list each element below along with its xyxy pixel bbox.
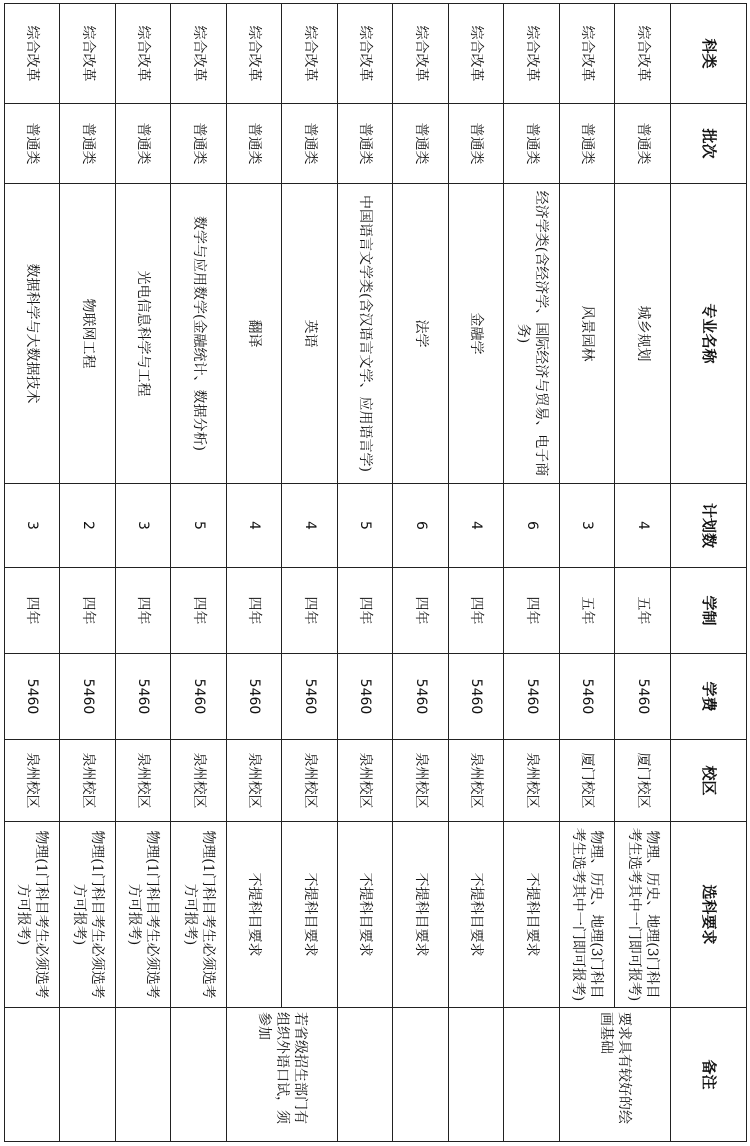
cell-campus: 泉州校区 xyxy=(5,740,61,822)
cell-batch: 普通类 xyxy=(449,104,505,184)
cell-batch: 普通类 xyxy=(116,104,172,184)
cell-category: 综合改革 xyxy=(60,4,116,104)
cell-category: 综合改革 xyxy=(171,4,227,104)
cell-plan: 4 xyxy=(227,484,283,568)
cell-category: 综合改革 xyxy=(393,4,449,104)
cell-campus: 泉州校区 xyxy=(116,740,172,822)
cell-major: 城乡规划 xyxy=(615,184,671,484)
cell-duration: 四年 xyxy=(116,568,172,654)
header-subject-requirement: 选科要求 xyxy=(671,822,747,1008)
cell-plan: 3 xyxy=(116,484,172,568)
cell-batch: 普通类 xyxy=(227,104,283,184)
cell-duration: 四年 xyxy=(5,568,61,654)
cell-plan: 6 xyxy=(504,484,560,568)
table-row xyxy=(393,4,449,1142)
table-row xyxy=(60,4,116,1142)
cell-plan: 4 xyxy=(615,484,671,568)
cell-remark: 若省级招生部门有组织外语口试，须参加 xyxy=(227,1008,338,1142)
cell-remark xyxy=(393,1008,449,1142)
cell-batch: 普通类 xyxy=(60,104,116,184)
cell-category: 综合改革 xyxy=(560,4,616,104)
table-row xyxy=(227,4,283,1142)
header-fee: 学费 xyxy=(671,654,747,740)
cell-subject-requirement: 物理(1门科目考生必须选考方可报考) xyxy=(5,822,61,1008)
cell-plan: 5 xyxy=(171,484,227,568)
cell-campus: 厦门校区 xyxy=(560,740,616,822)
cell-campus: 泉州校区 xyxy=(504,740,560,822)
cell-fee: 5460 xyxy=(615,654,671,740)
cell-fee: 5460 xyxy=(504,654,560,740)
cell-subject-requirement: 物理、历史、地理(3门科目考生选考其中一门即可报考) xyxy=(560,822,616,1008)
cell-fee: 5460 xyxy=(116,654,172,740)
cell-plan: 4 xyxy=(449,484,505,568)
cell-campus: 厦门校区 xyxy=(615,740,671,822)
table-row xyxy=(449,4,505,1142)
cell-batch: 普通类 xyxy=(282,104,338,184)
cell-plan: 2 xyxy=(60,484,116,568)
table-row xyxy=(615,4,671,1142)
cell-major: 物联网工程 xyxy=(60,184,116,484)
cell-fee: 5460 xyxy=(393,654,449,740)
cell-plan: 5 xyxy=(338,484,394,568)
cell-campus: 泉州校区 xyxy=(338,740,394,822)
cell-duration: 五年 xyxy=(560,568,616,654)
header-plan: 计划数 xyxy=(671,484,747,568)
cell-subject-requirement: 不提科目要求 xyxy=(393,822,449,1008)
cell-fee: 5460 xyxy=(338,654,394,740)
header-row xyxy=(671,4,747,1142)
cell-campus: 泉州校区 xyxy=(282,740,338,822)
table-row xyxy=(116,4,172,1142)
cell-category: 综合改革 xyxy=(504,4,560,104)
cell-category: 综合改革 xyxy=(116,4,172,104)
cell-category: 综合改革 xyxy=(449,4,505,104)
cell-plan: 6 xyxy=(393,484,449,568)
cell-major: 数据科学与大数据技术 xyxy=(5,184,61,484)
cell-major: 风景园林 xyxy=(560,184,616,484)
table-row xyxy=(338,4,394,1142)
header-category: 科类 xyxy=(671,4,747,104)
table-row xyxy=(504,4,560,1142)
cell-remark xyxy=(116,1008,172,1142)
cell-batch: 普通类 xyxy=(504,104,560,184)
cell-duration: 五年 xyxy=(615,568,671,654)
cell-duration: 四年 xyxy=(504,568,560,654)
header-batch: 批次 xyxy=(671,104,747,184)
cell-campus: 泉州校区 xyxy=(227,740,283,822)
cell-batch: 普通类 xyxy=(560,104,616,184)
table-row xyxy=(5,4,61,1142)
header-major: 专业名称 xyxy=(671,184,747,484)
table-row xyxy=(282,4,338,1142)
cell-subject-requirement: 不提科目要求 xyxy=(449,822,505,1008)
table-row xyxy=(171,4,227,1142)
cell-duration: 四年 xyxy=(171,568,227,654)
cell-category: 综合改革 xyxy=(227,4,283,104)
cell-remark: 要求具有较好的绘画基础 xyxy=(560,1008,671,1142)
cell-subject-requirement: 物理(1门科目考生必须选考方可报考) xyxy=(116,822,172,1008)
cell-subject-requirement: 物理(1门科目考生必须选考方可报考) xyxy=(60,822,116,1008)
cell-remark xyxy=(338,1008,394,1142)
cell-batch: 普通类 xyxy=(615,104,671,184)
cell-major: 法学 xyxy=(393,184,449,484)
cell-category: 综合改革 xyxy=(615,4,671,104)
cell-subject-requirement: 不提科目要求 xyxy=(338,822,394,1008)
cell-subject-requirement: 不提科目要求 xyxy=(282,822,338,1008)
cell-duration: 四年 xyxy=(60,568,116,654)
cell-fee: 5460 xyxy=(227,654,283,740)
cell-campus: 泉州校区 xyxy=(449,740,505,822)
cell-duration: 四年 xyxy=(227,568,283,654)
cell-subject-requirement: 物理(1门科目考生必须选考方可报考) xyxy=(171,822,227,1008)
cell-major: 中国语言文学类(含汉语言文学、应用语言学) xyxy=(338,184,394,484)
cell-duration: 四年 xyxy=(393,568,449,654)
cell-batch: 普通类 xyxy=(5,104,61,184)
cell-subject-requirement: 物理、历史、地理(3门科目考生选考其中一门即可报考) xyxy=(615,822,671,1008)
cell-fee: 5460 xyxy=(449,654,505,740)
cell-campus: 泉州校区 xyxy=(393,740,449,822)
cell-remark xyxy=(5,1008,61,1142)
header-remark: 备注 xyxy=(671,1008,747,1142)
cell-major: 金融学 xyxy=(449,184,505,484)
cell-fee: 5460 xyxy=(560,654,616,740)
cell-fee: 5460 xyxy=(60,654,116,740)
table-body xyxy=(5,4,671,1142)
cell-plan: 3 xyxy=(560,484,616,568)
cell-campus: 泉州校区 xyxy=(171,740,227,822)
cell-fee: 5460 xyxy=(5,654,61,740)
cell-subject-requirement: 不提科目要求 xyxy=(504,822,560,1008)
cell-major: 数学与应用数学(金融统计、数据分析) xyxy=(171,184,227,484)
cell-remark xyxy=(449,1008,505,1142)
cell-duration: 四年 xyxy=(449,568,505,654)
header-duration: 学制 xyxy=(671,568,747,654)
cell-remark xyxy=(504,1008,560,1142)
cell-fee: 5460 xyxy=(282,654,338,740)
header-campus: 校区 xyxy=(671,740,747,822)
cell-major: 经济学类(含经济学、国际经济与贸易、电子商务) xyxy=(504,184,560,484)
cell-duration: 四年 xyxy=(282,568,338,654)
cell-batch: 普通类 xyxy=(393,104,449,184)
cell-category: 综合改革 xyxy=(5,4,61,104)
cell-duration: 四年 xyxy=(338,568,394,654)
cell-major: 英语 xyxy=(282,184,338,484)
enrollment-plan-table xyxy=(4,3,747,1142)
cell-batch: 普通类 xyxy=(171,104,227,184)
cell-major: 翻译 xyxy=(227,184,283,484)
cell-campus: 泉州校区 xyxy=(60,740,116,822)
cell-major: 光电信息科学与工程 xyxy=(116,184,172,484)
cell-batch: 普通类 xyxy=(338,104,394,184)
cell-category: 综合改革 xyxy=(282,4,338,104)
cell-plan: 3 xyxy=(5,484,61,568)
cell-subject-requirement: 不提科目要求 xyxy=(227,822,283,1008)
table-row xyxy=(560,4,616,1142)
cell-category: 综合改革 xyxy=(338,4,394,104)
cell-fee: 5460 xyxy=(171,654,227,740)
cell-remark xyxy=(171,1008,227,1142)
cell-remark xyxy=(60,1008,116,1142)
cell-plan: 4 xyxy=(282,484,338,568)
